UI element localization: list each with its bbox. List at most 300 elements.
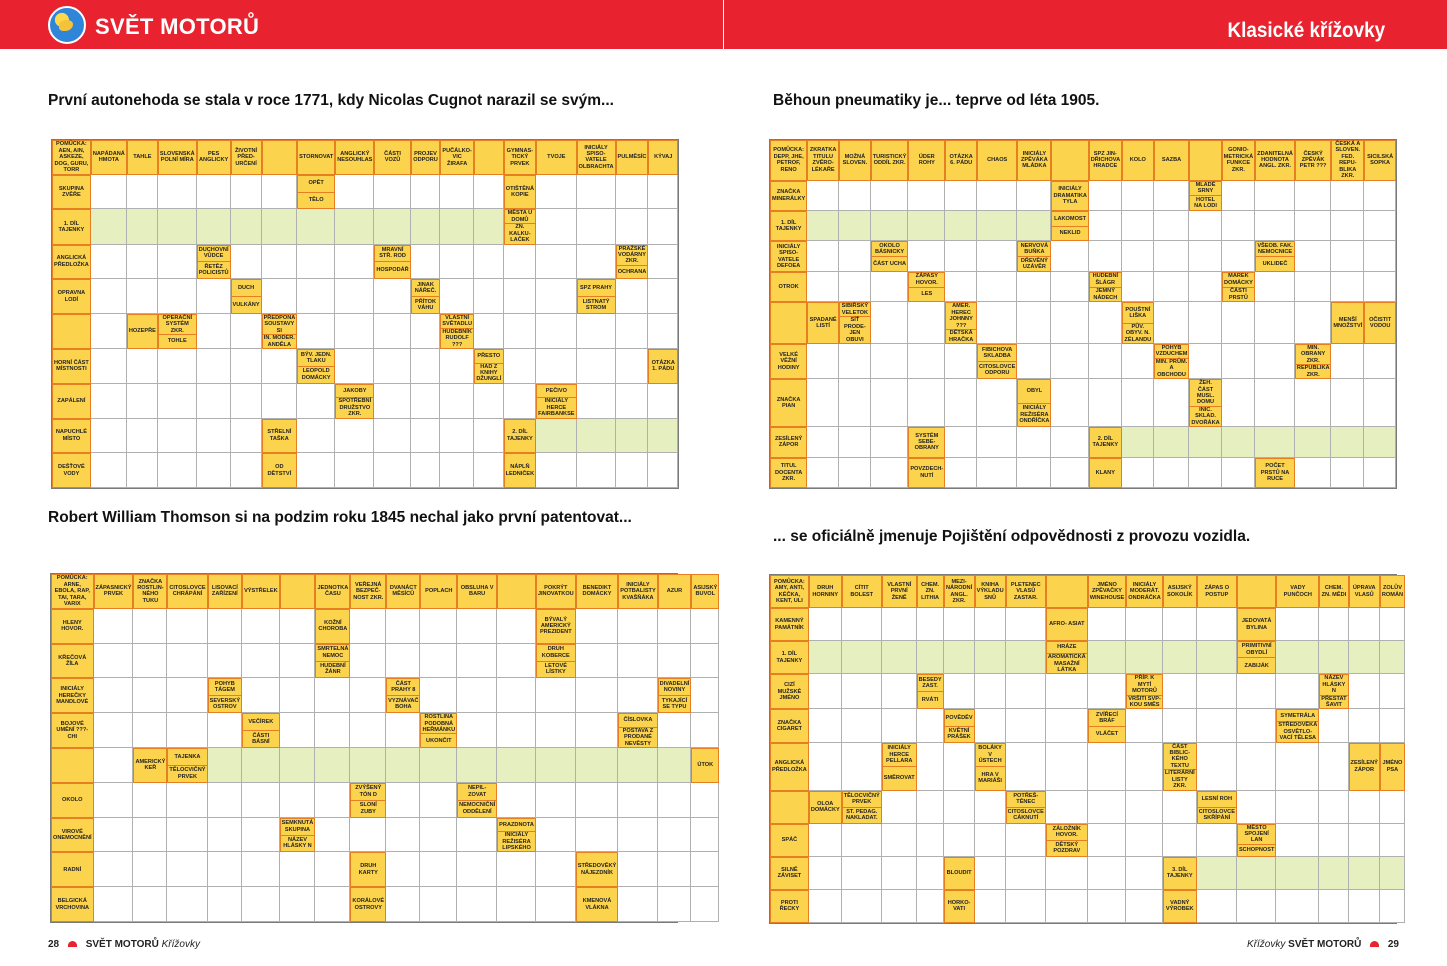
solution-cell[interactable]: [1237, 857, 1276, 890]
answer-cell[interactable]: [945, 458, 977, 488]
answer-cell[interactable]: [127, 175, 158, 210]
answer-cell[interactable]: [1122, 241, 1154, 271]
answer-cell[interactable]: [882, 890, 917, 923]
solution-cell[interactable]: [1276, 857, 1319, 890]
answer-cell[interactable]: [386, 609, 420, 644]
answer-cell[interactable]: [231, 384, 262, 419]
answer-cell[interactable]: [280, 713, 316, 748]
answer-cell[interactable]: [315, 852, 350, 887]
answer-cell[interactable]: [1006, 890, 1046, 923]
answer-cell[interactable]: [809, 890, 842, 923]
answer-cell[interactable]: [917, 890, 944, 923]
answer-cell[interactable]: [1189, 458, 1221, 488]
answer-cell[interactable]: [1295, 458, 1331, 488]
answer-cell[interactable]: [127, 384, 158, 419]
solution-cell[interactable]: [1319, 641, 1348, 674]
solution-cell[interactable]: [908, 211, 945, 241]
answer-cell[interactable]: [618, 818, 657, 853]
answer-cell[interactable]: [1089, 379, 1122, 427]
answer-cell[interactable]: [231, 245, 262, 280]
answer-cell[interactable]: [975, 824, 1006, 857]
answer-cell[interactable]: [280, 852, 316, 887]
answer-cell[interactable]: [1237, 890, 1276, 923]
answer-cell[interactable]: [133, 783, 167, 818]
solution-cell[interactable]: [335, 209, 374, 244]
answer-cell[interactable]: [374, 349, 410, 384]
answer-cell[interactable]: [504, 349, 537, 384]
answer-cell[interactable]: [411, 453, 441, 488]
answer-cell[interactable]: [1349, 709, 1380, 742]
answer-cell[interactable]: [420, 644, 457, 679]
answer-cell[interactable]: [658, 609, 692, 644]
answer-cell[interactable]: [335, 349, 374, 384]
answer-cell[interactable]: [1364, 241, 1396, 271]
answer-cell[interactable]: [1364, 458, 1396, 488]
answer-cell[interactable]: [1189, 272, 1221, 302]
answer-cell[interactable]: [1122, 344, 1154, 379]
answer-cell[interactable]: [94, 852, 134, 887]
answer-cell[interactable]: [975, 608, 1006, 641]
answer-cell[interactable]: [1089, 181, 1122, 211]
answer-cell[interactable]: [871, 181, 909, 211]
answer-cell[interactable]: [280, 609, 316, 644]
answer-cell[interactable]: [335, 279, 374, 314]
answer-cell[interactable]: [536, 279, 576, 314]
answer-cell[interactable]: [1222, 302, 1256, 344]
solution-cell[interactable]: [1319, 857, 1348, 890]
answer-cell[interactable]: [411, 314, 441, 349]
solution-cell[interactable]: [977, 211, 1017, 241]
answer-cell[interactable]: [1349, 674, 1380, 709]
answer-cell[interactable]: [297, 419, 335, 454]
answer-cell[interactable]: [616, 314, 649, 349]
answer-cell[interactable]: [945, 241, 977, 271]
answer-cell[interactable]: [618, 783, 657, 818]
answer-cell[interactable]: [616, 175, 649, 210]
answer-cell[interactable]: [1088, 857, 1127, 890]
solution-cell[interactable]: [871, 211, 909, 241]
solution-cell[interactable]: [842, 641, 882, 674]
answer-cell[interactable]: [280, 783, 316, 818]
answer-cell[interactable]: [208, 852, 242, 887]
answer-cell[interactable]: [374, 453, 410, 488]
solution-cell[interactable]: [917, 641, 944, 674]
answer-cell[interactable]: [315, 783, 350, 818]
solution-cell[interactable]: [576, 748, 619, 783]
answer-cell[interactable]: [420, 887, 457, 922]
answer-cell[interactable]: [208, 713, 242, 748]
answer-cell[interactable]: [297, 245, 335, 280]
answer-cell[interactable]: [1154, 181, 1190, 211]
answer-cell[interactable]: [497, 713, 536, 748]
answer-cell[interactable]: [167, 818, 207, 853]
answer-cell[interactable]: [262, 384, 298, 419]
answer-cell[interactable]: [1163, 608, 1197, 641]
answer-cell[interactable]: [691, 783, 719, 818]
answer-cell[interactable]: [944, 791, 975, 824]
answer-cell[interactable]: [842, 608, 882, 641]
answer-cell[interactable]: [908, 302, 945, 344]
answer-cell[interactable]: [262, 279, 298, 314]
answer-cell[interactable]: [1189, 241, 1221, 271]
answer-cell[interactable]: [975, 791, 1006, 824]
solution-cell[interactable]: [158, 209, 197, 244]
answer-cell[interactable]: [839, 458, 871, 488]
answer-cell[interactable]: [242, 783, 280, 818]
solution-cell[interactable]: [1364, 427, 1396, 457]
answer-cell[interactable]: [842, 824, 882, 857]
answer-cell[interactable]: [1222, 344, 1256, 379]
answer-cell[interactable]: [94, 609, 134, 644]
answer-cell[interactable]: [1364, 344, 1396, 379]
answer-cell[interactable]: [577, 384, 616, 419]
answer-cell[interactable]: [1255, 272, 1295, 302]
answer-cell[interactable]: [871, 379, 909, 427]
solution-cell[interactable]: [1189, 427, 1221, 457]
answer-cell[interactable]: [158, 175, 197, 210]
answer-cell[interactable]: [691, 644, 719, 679]
answer-cell[interactable]: [457, 609, 497, 644]
answer-cell[interactable]: [1197, 890, 1237, 923]
answer-cell[interactable]: [871, 427, 909, 457]
answer-cell[interactable]: [809, 824, 842, 857]
answer-cell[interactable]: [975, 857, 1006, 890]
solution-cell[interactable]: [577, 419, 616, 454]
answer-cell[interactable]: [1255, 379, 1295, 427]
answer-cell[interactable]: [504, 384, 537, 419]
answer-cell[interactable]: [504, 245, 537, 280]
answer-cell[interactable]: [297, 453, 335, 488]
solution-cell[interactable]: [1017, 211, 1051, 241]
answer-cell[interactable]: [374, 419, 410, 454]
answer-cell[interactable]: [197, 175, 231, 210]
answer-cell[interactable]: [497, 783, 536, 818]
answer-cell[interactable]: [1276, 824, 1319, 857]
answer-cell[interactable]: [1319, 791, 1348, 824]
answer-cell[interactable]: [577, 453, 616, 488]
answer-cell[interactable]: [1006, 824, 1046, 857]
answer-cell[interactable]: [1197, 824, 1237, 857]
answer-cell[interactable]: [1122, 211, 1154, 241]
solution-cell[interactable]: [1380, 641, 1405, 674]
answer-cell[interactable]: [208, 644, 242, 679]
answer-cell[interactable]: [158, 384, 197, 419]
answer-cell[interactable]: [1349, 890, 1380, 923]
solution-cell[interactable]: [497, 748, 536, 783]
answer-cell[interactable]: [231, 453, 262, 488]
answer-cell[interactable]: [1349, 608, 1380, 641]
answer-cell[interactable]: [839, 272, 871, 302]
answer-cell[interactable]: [1331, 272, 1364, 302]
answer-cell[interactable]: [374, 279, 410, 314]
answer-cell[interactable]: [167, 678, 207, 713]
answer-cell[interactable]: [411, 245, 441, 280]
answer-cell[interactable]: [280, 678, 316, 713]
answer-cell[interactable]: [977, 241, 1017, 271]
answer-cell[interactable]: [807, 427, 839, 457]
answer-cell[interactable]: [1006, 674, 1046, 709]
answer-cell[interactable]: [242, 818, 280, 853]
answer-cell[interactable]: [1017, 302, 1051, 344]
answer-cell[interactable]: [1154, 302, 1190, 344]
answer-cell[interactable]: [648, 453, 678, 488]
answer-cell[interactable]: [208, 783, 242, 818]
answer-cell[interactable]: [536, 818, 576, 853]
answer-cell[interactable]: [1051, 379, 1088, 427]
solution-cell[interactable]: [350, 748, 386, 783]
answer-cell[interactable]: [440, 175, 474, 210]
answer-cell[interactable]: [658, 887, 692, 922]
answer-cell[interactable]: [1380, 824, 1405, 857]
answer-cell[interactable]: [420, 609, 457, 644]
answer-cell[interactable]: [691, 887, 719, 922]
answer-cell[interactable]: [1295, 211, 1331, 241]
answer-cell[interactable]: [917, 791, 944, 824]
answer-cell[interactable]: [1319, 890, 1348, 923]
answer-cell[interactable]: [648, 245, 678, 280]
answer-cell[interactable]: [420, 678, 457, 713]
answer-cell[interactable]: [1154, 241, 1190, 271]
solution-cell[interactable]: [208, 748, 242, 783]
answer-cell[interactable]: [350, 644, 386, 679]
answer-cell[interactable]: [616, 209, 649, 244]
answer-cell[interactable]: [1046, 890, 1088, 923]
answer-cell[interactable]: [1319, 608, 1348, 641]
answer-cell[interactable]: [91, 279, 127, 314]
answer-cell[interactable]: [1089, 211, 1122, 241]
answer-cell[interactable]: [167, 852, 207, 887]
answer-cell[interactable]: [1255, 302, 1295, 344]
answer-cell[interactable]: [350, 609, 386, 644]
answer-cell[interactable]: [1051, 272, 1088, 302]
answer-cell[interactable]: [1276, 674, 1319, 709]
answer-cell[interactable]: [497, 887, 536, 922]
answer-cell[interactable]: [350, 713, 386, 748]
answer-cell[interactable]: [691, 818, 719, 853]
answer-cell[interactable]: [977, 302, 1017, 344]
solution-cell[interactable]: [1163, 641, 1197, 674]
answer-cell[interactable]: [1380, 674, 1405, 709]
answer-cell[interactable]: [1154, 458, 1190, 488]
answer-cell[interactable]: [474, 245, 504, 280]
answer-cell[interactable]: [807, 458, 839, 488]
answer-cell[interactable]: [1088, 674, 1127, 709]
answer-cell[interactable]: [1189, 211, 1221, 241]
answer-cell[interactable]: [807, 379, 839, 427]
answer-cell[interactable]: [1255, 211, 1295, 241]
solution-cell[interactable]: [1122, 427, 1154, 457]
answer-cell[interactable]: [1126, 824, 1163, 857]
answer-cell[interactable]: [616, 349, 649, 384]
answer-cell[interactable]: [618, 644, 657, 679]
answer-cell[interactable]: [658, 644, 692, 679]
answer-cell[interactable]: [1126, 709, 1163, 742]
solution-cell[interactable]: [536, 748, 576, 783]
answer-cell[interactable]: [1364, 181, 1396, 211]
answer-cell[interactable]: [474, 384, 504, 419]
answer-cell[interactable]: [1017, 181, 1051, 211]
answer-cell[interactable]: [1051, 458, 1088, 488]
answer-cell[interactable]: [94, 748, 134, 783]
answer-cell[interactable]: [839, 379, 871, 427]
answer-cell[interactable]: [242, 887, 280, 922]
answer-cell[interactable]: [1237, 709, 1276, 742]
answer-cell[interactable]: [1126, 890, 1163, 923]
answer-cell[interactable]: [315, 887, 350, 922]
answer-cell[interactable]: [842, 709, 882, 742]
answer-cell[interactable]: [577, 209, 616, 244]
answer-cell[interactable]: [908, 181, 945, 211]
answer-cell[interactable]: [1255, 344, 1295, 379]
answer-cell[interactable]: [1046, 743, 1088, 791]
answer-cell[interactable]: [133, 609, 167, 644]
answer-cell[interactable]: [497, 609, 536, 644]
answer-cell[interactable]: [374, 314, 410, 349]
answer-cell[interactable]: [536, 453, 576, 488]
answer-cell[interactable]: [167, 783, 207, 818]
answer-cell[interactable]: [1197, 743, 1237, 791]
answer-cell[interactable]: [158, 279, 197, 314]
solution-cell[interactable]: [297, 209, 335, 244]
answer-cell[interactable]: [411, 175, 441, 210]
answer-cell[interactable]: [386, 713, 420, 748]
answer-cell[interactable]: [807, 272, 839, 302]
answer-cell[interactable]: [658, 783, 692, 818]
answer-cell[interactable]: [809, 743, 842, 791]
answer-cell[interactable]: [882, 791, 917, 824]
answer-cell[interactable]: [576, 783, 619, 818]
answer-cell[interactable]: [1349, 824, 1380, 857]
answer-cell[interactable]: [133, 644, 167, 679]
answer-cell[interactable]: [917, 824, 944, 857]
answer-cell[interactable]: [1154, 379, 1190, 427]
solution-cell[interactable]: [262, 209, 298, 244]
answer-cell[interactable]: [648, 209, 678, 244]
answer-cell[interactable]: [1295, 241, 1331, 271]
answer-cell[interactable]: [1154, 211, 1190, 241]
solution-cell[interactable]: [315, 748, 350, 783]
answer-cell[interactable]: [420, 783, 457, 818]
answer-cell[interactable]: [842, 857, 882, 890]
answer-cell[interactable]: [945, 344, 977, 379]
answer-cell[interactable]: [618, 852, 657, 887]
answer-cell[interactable]: [440, 384, 474, 419]
answer-cell[interactable]: [1122, 272, 1154, 302]
answer-cell[interactable]: [1380, 791, 1405, 824]
answer-cell[interactable]: [504, 279, 537, 314]
answer-cell[interactable]: [1006, 608, 1046, 641]
answer-cell[interactable]: [127, 279, 158, 314]
answer-cell[interactable]: [262, 175, 298, 210]
answer-cell[interactable]: [807, 241, 839, 271]
answer-cell[interactable]: [457, 713, 497, 748]
answer-cell[interactable]: [648, 384, 678, 419]
answer-cell[interactable]: [315, 713, 350, 748]
answer-cell[interactable]: [1222, 379, 1256, 427]
answer-cell[interactable]: [208, 887, 242, 922]
answer-cell[interactable]: [335, 245, 374, 280]
answer-cell[interactable]: [457, 887, 497, 922]
answer-cell[interactable]: [474, 419, 504, 454]
answer-cell[interactable]: [457, 644, 497, 679]
answer-cell[interactable]: [577, 175, 616, 210]
answer-cell[interactable]: [350, 678, 386, 713]
answer-cell[interactable]: [1295, 302, 1331, 344]
answer-cell[interactable]: [882, 674, 917, 709]
answer-cell[interactable]: [1006, 857, 1046, 890]
answer-cell[interactable]: [1237, 791, 1276, 824]
answer-cell[interactable]: [91, 384, 127, 419]
answer-cell[interactable]: [536, 887, 576, 922]
answer-cell[interactable]: [1051, 344, 1088, 379]
solution-cell[interactable]: [944, 641, 975, 674]
answer-cell[interactable]: [616, 279, 649, 314]
answer-cell[interactable]: [1331, 379, 1364, 427]
answer-cell[interactable]: [1088, 743, 1127, 791]
answer-cell[interactable]: [297, 384, 335, 419]
answer-cell[interactable]: [1276, 608, 1319, 641]
answer-cell[interactable]: [262, 349, 298, 384]
answer-cell[interactable]: [1163, 824, 1197, 857]
answer-cell[interactable]: [809, 857, 842, 890]
answer-cell[interactable]: [457, 818, 497, 853]
answer-cell[interactable]: [917, 709, 944, 742]
solution-cell[interactable]: [457, 748, 497, 783]
answer-cell[interactable]: [133, 818, 167, 853]
answer-cell[interactable]: [1331, 181, 1364, 211]
answer-cell[interactable]: [497, 678, 536, 713]
answer-cell[interactable]: [91, 314, 127, 349]
answer-cell[interactable]: [576, 713, 619, 748]
answer-cell[interactable]: [1051, 427, 1088, 457]
answer-cell[interactable]: [536, 175, 576, 210]
answer-cell[interactable]: [1364, 272, 1396, 302]
answer-cell[interactable]: [917, 857, 944, 890]
answer-cell[interactable]: [917, 743, 944, 791]
solution-cell[interactable]: [231, 209, 262, 244]
answer-cell[interactable]: [1088, 608, 1127, 641]
answer-cell[interactable]: [167, 887, 207, 922]
answer-cell[interactable]: [350, 818, 386, 853]
answer-cell[interactable]: [1237, 743, 1276, 791]
answer-cell[interactable]: [474, 279, 504, 314]
answer-cell[interactable]: [440, 245, 474, 280]
answer-cell[interactable]: [1051, 241, 1088, 271]
answer-cell[interactable]: [576, 678, 619, 713]
answer-cell[interactable]: [536, 245, 576, 280]
answer-cell[interactable]: [94, 887, 134, 922]
answer-cell[interactable]: [474, 453, 504, 488]
answer-cell[interactable]: [1051, 302, 1088, 344]
answer-cell[interactable]: [231, 419, 262, 454]
answer-cell[interactable]: [1046, 857, 1088, 890]
answer-cell[interactable]: [536, 314, 576, 349]
answer-cell[interactable]: [944, 674, 975, 709]
solution-cell[interactable]: [536, 419, 576, 454]
answer-cell[interactable]: [1197, 674, 1237, 709]
solution-cell[interactable]: [807, 211, 839, 241]
answer-cell[interactable]: [158, 349, 197, 384]
answer-cell[interactable]: [691, 713, 719, 748]
answer-cell[interactable]: [616, 453, 649, 488]
answer-cell[interactable]: [231, 175, 262, 210]
answer-cell[interactable]: [945, 272, 977, 302]
answer-cell[interactable]: [658, 852, 692, 887]
solution-cell[interactable]: [440, 209, 474, 244]
answer-cell[interactable]: [577, 314, 616, 349]
answer-cell[interactable]: [474, 314, 504, 349]
answer-cell[interactable]: [94, 678, 134, 713]
